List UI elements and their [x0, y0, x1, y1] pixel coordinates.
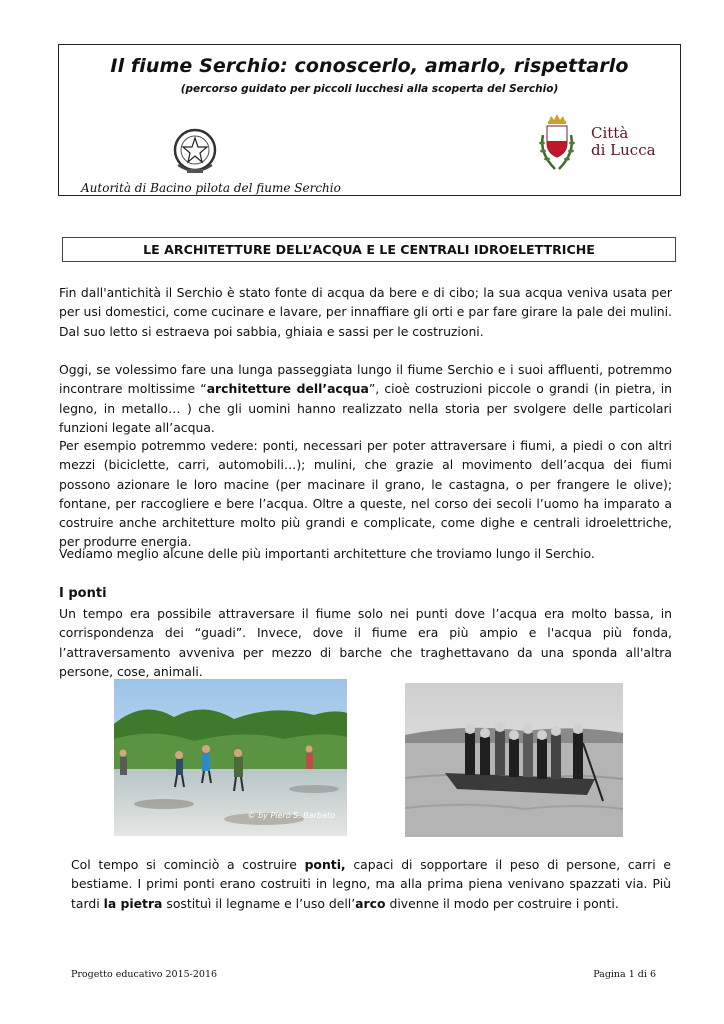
ponti-heading: I ponti [59, 586, 107, 601]
lucca-line-1: Città [591, 124, 629, 142]
paragraph-vediamo: Vediamo meglio alcune delle più importanti architetture che troviamo lungo il Serchio. [59, 546, 595, 561]
document-header [58, 44, 681, 196]
architetture-emphasis: architetture dell’acqua [206, 381, 369, 397]
section-title: LE ARCHITETTURE DELL’ACQUA E LE CENTRALI IDROELETTRICHE [62, 237, 676, 262]
arco-emphasis: arco [355, 895, 386, 911]
document-title: Il fiume Serchio: conoscerlo, amarlo, rispettarlo [110, 55, 629, 77]
ferry-boat-illustration [405, 683, 623, 837]
pietra-emphasis: la pietra [103, 895, 163, 911]
italian-republic-emblem-icon [170, 125, 220, 177]
paragraph-esempi: Per esempio potremmo vedere: ponti, necessari per poter attraversare i fiumi, a piedi o con altri mezzi (biciclette, carri, automobili…); mulini, che grazie al movimento dell’acqua dei fiumi possono azionare le loro macine (per macinare il grano, le castagna, o per frangere le olive); fontane, per raccogliere e bere l’acqua. Oltre a queste, nel corso dei secoli l’uomo ha imparato a costruire anche architetture molto più grandi e complicate, come dighe e centrali idroelettriche, per produrre energia. [59, 438, 672, 550]
footer-project: Progetto educativo 2015-2016 [71, 969, 218, 980]
photo-watermark: © by Piero S. Barbato [247, 811, 335, 820]
citta-di-lucca-label [591, 125, 656, 159]
citta-di-lucca-crest-icon [535, 113, 579, 179]
paragraph-ponti: Col tempo si cominciò a costruire ponti, capaci di sopportare il peso di persone, carri e bestiame. I primi ponti erano costruiti in legno, ma alla prima piena venivano spazzati via. Più tardi la pietra sostituì il legname e l’uso dell’arco divenne il modo per costruire i ponti. [71, 857, 671, 911]
paragraph-intro: Fin dall'antichità il Serchio è stato fonte di acqua da bere e di cibo; la sua acqua veniva usata per per usi domestici, come cucinare e lavare, per innaffiare gli orti e par fare girare la pale dei mulini. Dal suo letto si estraeva poi sabbia, ghiaia e sassi per le costruzioni. [59, 285, 672, 339]
ponti-emphasis: ponti, [304, 857, 346, 872]
authority-label: Autorità di Bacino pilota del fiume Serchio [81, 181, 341, 195]
photo-river-crossing [114, 679, 347, 836]
paragraph-architetture: Oggi, se volessimo fare una lunga passeggiata lungo il fiume Serchio e i suoi affluenti, potremmo incontrare moltissime “architetture dell’acqua”, cioè costruzioni piccole o grandi (in pietra, in legno, in metallo… ) che gli uomini hanno realizzato nella storia per svolgere delle particolari funzioni legate all’acqua. [59, 362, 672, 435]
lucca-line-2: di Lucca [591, 141, 656, 159]
document-subtitle: (percorso guidato per piccoli lucchesi alla scoperta del Serchio) [180, 83, 559, 95]
paragraph-guadi: Un tempo era possibile attraversare il fiume solo nei punti dove l’acqua era molto bassa, in corrispondenza dei “guadi”. Invece, dove il fiume era più ampio e l'acqua più fonda, l’attraversamento avveniva per mezzo di barche che traghettavano da una sponda all'altra persone, cose, animali. [59, 606, 672, 679]
footer-page-number: Pagina 1 di 6 [593, 969, 656, 980]
photo-ferry-boat [405, 683, 623, 837]
